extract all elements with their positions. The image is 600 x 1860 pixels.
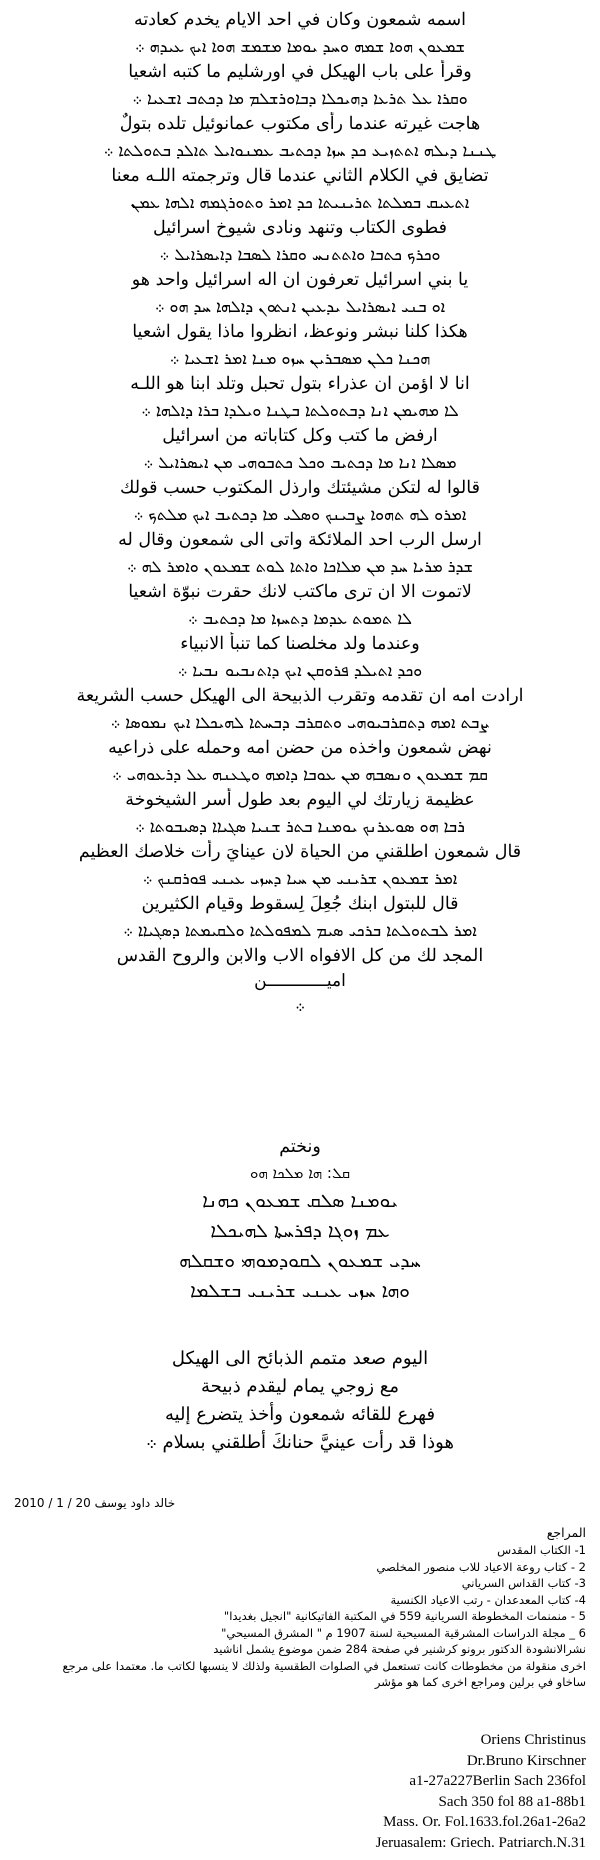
syriac-line: ܐܡܪܘ ܠܗ ܬܗܘܐ ܨܒܝܢܟ ܘܣܠܝ ܡܐ ܕܟܬܝܒ ܐܝܟ ܡܠܬܟ ܀ [133,505,467,524]
references-title: المراجع [546,1525,586,1540]
reference-item: 4- كتاب المعدعدان - رتب الاعياد الكنسية [390,1592,586,1607]
closing-title: ونختم [279,1137,321,1157]
syriac-verse: ܝܘܡܢܐ ܣܠܩ ܫܡܥܘܢ ܟܗܢܐ [202,1190,398,1212]
syriac-line: ܐܬܥܝܩ ܒܡܠܬܐ ܬܪܝܢܝܬܐ ܟܕ ܐܡܪ ܘܬܘܪܓܡܗ ܐܠܗܐ ܥܡܢ [130,193,470,212]
syriac-line: ܘܟܕ ܐܬܝܠܕ ܦܪܘܩܢ ܐܝܟ ܕܐܬܢܒܝܘ ܢܒܝܐ ܀ [177,661,423,680]
arabic-line: اسمه شمعون وكان في احد الايام يخدم كعادته [133,10,467,30]
latin-references [286,1730,586,1853]
syriac-line: ܐܡܪ ܠܒܬܘܠܬܐ ܒܪܟܝ ܣܝܡ ܠܡܦܘܠܬܐ ܘܠܩܝܡܬܐ ܕܣܓܝܐܐ ܀ [123,921,477,940]
arabic-line: ارسل الرب احد الملائكة واتى الى شمعون وقال له [118,530,482,550]
reference-item: اخرى منقولة من مخطوطات كانت تستعمل في الصلوات الطقسية ولذلك لا ينسبها لكاتب ما. معتمدا على مرجع [62,1658,586,1673]
syriac-line: ܘܩܪܐ ܥܠ ܬܪܥܐ ܕܗܝܟܠܐ ܕܒܐܘܪܫܠܡ ܡܐ ܕܟܬܒ ܐܫܥܝܐ ܀ [132,89,468,108]
arabic-line: نهض شمعون واخذه من حضن امه وحمله على ذراعيه [108,738,492,758]
arabic-line: فطوى الكتاب وتنهد ونادى شيوخ اسرائيل [153,218,447,238]
reference-item: 6 _ مجلة الدراسات المشرقية المسيحية لسنة 1907 م " المشرق المسيحي" [221,1625,586,1640]
syriac-line: ܗܟܢܐ ܟܠܢ ܡܣܒܪܝܢ ܚܙܘ ܡܢܐ ܐܡܪ ܐܫܥܝܐ ܀ [169,349,431,368]
amen-line: اميــــــــــــن [254,971,346,991]
syriac-line: ܡܣܠܐ ܐܢܐ ܡܐ ܕܟܬܝܒ ܘܟܠ ܟܬܒܘܗܝ ܡܢ ܐܝܣܪܐܝܠ ܀ [143,453,457,472]
arabic-line: لاتموت الا ان ترى ماكتب لانك حقرت نبوّة اشعيا [128,582,472,602]
syriac-line: ܐܡܪ ܫܡܥܘܢ ܫܪܝܢܝ ܡܢ ܚܝܐ ܕܚܙܝ ܥܝܢܝ ܦܘܪܩܢܟ ܀ [142,869,458,888]
arabic-line: ارادت امه ان تقدمه وتقرب الذبيحة الى الهيكل حسب الشريعة [76,686,524,706]
closing-section [10,1135,590,1306]
arabic-line: يا بني اسرائيل تعرفون ان اله اسرائيل واحد هو [131,270,469,290]
arabic-line: وقرأ على باب الهيكل في اورشليم ما كتبه اشعيا [128,62,472,82]
syriac-verse: ܘܗܐ ܚܙܝ ܥܝܢܝ ܫܪܝܢܝ ܒܫܠܡܐ [190,1280,410,1302]
arabic-line: وعندما ولد مخلصنا كما تنبأ الانبياء [180,634,420,654]
hymn-line: اليوم صعد متمم الذبائح الى الهيكل [171,1348,429,1369]
syriac-verse: ܚܕܝ ܫܡܥܘܢ ܠܩܘܕܡܘܗܝ ܘܫܩܠܗ [179,1250,421,1272]
syriac-line: ܀ [295,996,305,1015]
syriac-line: ܠܐ ܡܗܝܡܢ ܐܢܐ ܕܒܬܘܠܬܐ ܒܛܢܐ ܘܝܠܕܐ ܒܪܐ ܕܐܠܗܐ ܀ [141,401,459,420]
latin-reference: Sach 350 fol 88 a1-88b1 [438,1793,586,1810]
syriac-line: ܐܘ ܒܢܝ ܐܝܣܪܐܝܠ ܝܕܥܝܢ ܐܢܬܘܢ ܕܐܠܗܐ ܚܕ ܗܘ ܀ [154,297,446,316]
references [6,1524,586,1691]
reference-item: ساخاو في برلين ومراجع اخرى كما هو مؤشر [374,1675,586,1689]
hymn-line: فهرع للقائه شمعون وأخذ يتضرع إليه [164,1404,436,1425]
reference-item: 3- كتاب القداس السرياني [461,1576,586,1590]
arabic-line: هكذا كلنا نبشر ونوعظ، انظروا ماذا يقول اشعيا [132,322,468,342]
arabic-line: ارفض ما كتب وكل كتاباته من اسرائيل [162,426,438,446]
latin-reference: Jeruasalem: Griech. Patriarch.N.31 [375,1834,586,1851]
poem [10,8,590,1018]
arabic-line: هاجت غيرته عندما رأى مكتوب عمانوئيل تلده بتولٌ [119,114,481,134]
arabic-line: عظيمة زيارتك لي اليوم بعد طول أسر الشيخوخة [125,790,475,810]
references-list [6,1542,586,1691]
hymn-line: هوذا قد رأت عينيَّ حنانكَ أطلقني بسلام ܀ [146,1432,454,1453]
syriac-line: ܪܒܐ ܗܘ ܣܘܥܪܢܟ ܝܘܡܢܐ ܒܬܪ ܫܢܝܐ ܣܓܝܐܐ ܕܣܝܒܘܬܐ ܀ [135,817,465,836]
syriac-verse: ܥܡ ܙܘܓܐ ܕܦܪܚܬܐ ܠܗܝܟܠܐ [210,1220,390,1242]
latin-reference: Oriens Christinus [480,1732,586,1748]
syriac-line: ܩܡ ܫܡܥܘܢ ܘܢܣܒܗ ܡܢ ܥܘܒܐ ܕܐܡܗ ܘܛܥܢܗ ܥܠ ܕܪܥܘܗܝ ܀ [112,765,488,784]
arabic-line: قالوا له لتكن مشيئتك وارذل المكتوب حسب قولك [120,478,480,498]
syriac-line: ܨܒܬ ܐܡܗ ܕܬܩܪܒܝܘܗܝ ܘܬܩܪܒ ܕܒܚܬܐ ܠܗܝܟܠܐ ܐܝܟ ܢܡܘܣܐ ܀ [110,713,490,732]
latin-reference: Dr.Bruno Kirschner [466,1752,586,1769]
reference-item: 2 - كتاب روعة الاعياد للاب منصور المخلصي [376,1559,586,1574]
latin-reference: a1-27a227Berlin Sach 236fol [409,1773,586,1789]
arabic-line: قال شمعون اطلقني من الحياة لان عينايَ رأت خلاصك العظيم [78,842,522,862]
syriac-line: ܛܢܢܐ ܕܝܠܗ ܐܬܬܙܝܥ ܟܕ ܚܙܐ ܕܟܬܝܒ ܥܡܢܘܐܝܠ ܬܐܠܕ ܒܬܘܠܬܐ ܀ [103,141,497,160]
hymn-line: مع زوجي يمام ليقدم ذبيحة [200,1376,399,1397]
syriac-line: ܫܡܥܘܢ ܗܘܐ ܫܡܗ ܘܚܕ ܝܘܡܐ ܡܫܡܫ ܗܘܐ ܐܝܟ ܥܝܕܗ ܀ [134,37,466,56]
arabic-line: قال للبتول ابنك جُعِلَ لِسقوط وقيام الكثيرين [141,894,459,914]
arabic-line: تضايق في الكلام الثاني عندما قال وترجمته اللـه معنا [111,166,489,186]
syriac-verses [10,1186,590,1306]
reference-item: 5 - منمنمات المخطوطة السريانية 559 في المكتبة الفاتيكانية "انجيل بغديدا" [223,1609,586,1623]
reference-item: نشرالانشودة الدكتور برونو كرشنير في صفحة 284 ضمن موضوع يشمل اناشيد [213,1642,586,1656]
syriac-melody-header: ܩܠ: ܗܐ ܡܠܟܐ ܗܘ [249,1164,351,1182]
reference-item: 1- الكتاب المقدس [497,1543,586,1557]
syriac-line: ܘܟܪܟ ܟܬܒܐ ܘܐܬܬܢܚ ܘܩܪܐ ܠܣܒܐ ܕܐܝܣܪܐܝܠ ܀ [159,245,441,264]
author-signature: خالد داود يوسف 20 / 1 / 2010 [14,1496,176,1510]
arabic-hymn [10,1345,590,1457]
arabic-line: المجد لك من كل الافواه الاب والابن والروح القدس [116,946,484,966]
latin-reference: Mass. Or. Fol.1633.fol.26a1-26a2 [383,1814,586,1830]
syriac-line: ܠܐ ܬܡܘܬ ܥܕܡܐ ܕܬܚܙܐ ܡܐ ܕܟܬܝܒ ܀ [187,609,412,628]
syriac-line: ܫܕܪ ܡܪܝܐ ܚܕ ܡܢ ܡܠܐܟܐ ܘܐܬܐ ܠܘܬ ܫܡܥܘܢ ܘܐܡܪ ܠܗ ܀ [126,557,473,576]
arabic-line: انا لا اؤمن ان عذراء بتول تحبل وتلد ابنا هو اللـه [130,374,470,394]
